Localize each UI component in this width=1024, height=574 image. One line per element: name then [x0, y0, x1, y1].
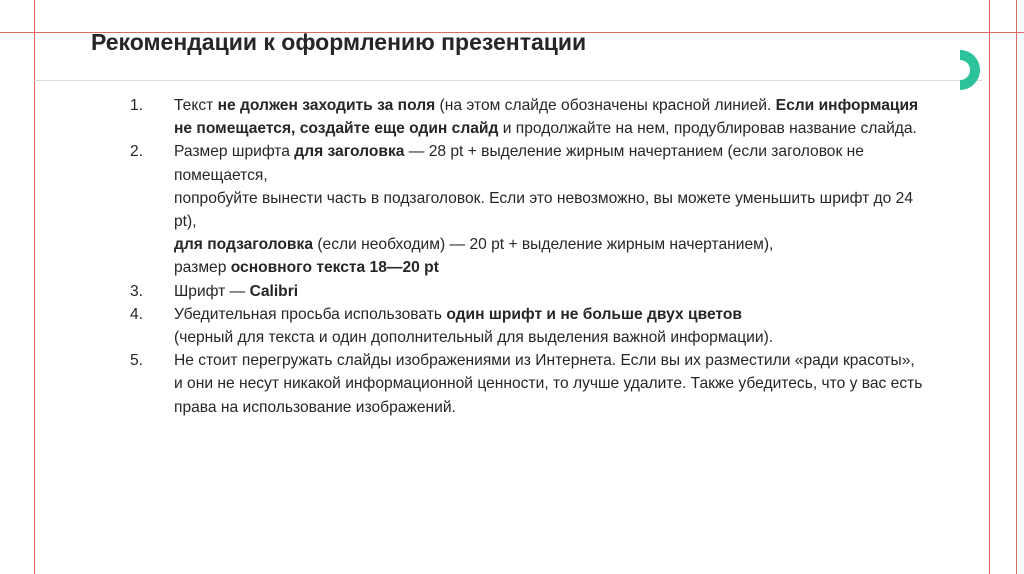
text-segment: pt), [174, 213, 197, 231]
text-line [174, 210, 1015, 233]
text-line [174, 94, 1015, 117]
bold-text-segment: не должен заходить за поля [217, 97, 436, 114]
list-item [130, 280, 1015, 303]
text-line [174, 326, 1015, 349]
text-line [174, 187, 1015, 210]
left-margin-guide-line [34, 0, 35, 574]
text-line [174, 164, 1015, 187]
list-item-text [174, 349, 1015, 419]
text-segment: (черный для текста и один дополнительный для выделения важной информации). [174, 329, 774, 347]
bold-text-segment: один шрифт и не больше двух цветов [446, 305, 742, 323]
text-segment: (если необходим) — 20 pt + выделение жирным начертанием), [313, 236, 774, 254]
list-item-text [174, 303, 1015, 349]
bold-text-segment: Calibri [249, 282, 299, 300]
list-item-text [174, 280, 1015, 303]
text-segment: и продолжайте на нем, продублировав название слайда. [498, 120, 917, 138]
list-item-number: 1. [130, 97, 144, 114]
teal-half-circle-logo-icon [958, 48, 980, 92]
list-item-number: 3. [130, 282, 144, 300]
text-line [174, 117, 1015, 140]
list-item-number: 5. [130, 352, 144, 370]
bold-text-segment: Если информация [775, 97, 919, 114]
list-item [130, 349, 1015, 419]
bold-text-segment: для подзаголовка [174, 236, 313, 254]
list-item [130, 94, 1015, 140]
text-segment: Размер шрифта [174, 143, 295, 161]
text-segment: попробуйте вынести часть в подзаголовок. Если это невозможно, вы можете уменьшить шрифт до 24 [174, 189, 913, 207]
text-segment: Текст [174, 97, 218, 114]
text-segment: Убедительная просьба использовать [174, 305, 447, 323]
text-segment: права на использование изображений. [174, 398, 456, 416]
text-line [174, 372, 1015, 395]
list-item-number: 2. [130, 143, 144, 161]
list-item [130, 303, 1015, 349]
list-item [130, 140, 1015, 279]
right-edge-guide-line [1016, 0, 1017, 574]
recommendations-list [130, 94, 1015, 419]
text-line [174, 256, 1015, 279]
text-segment: Шрифт — [174, 282, 250, 300]
bold-text-segment: основного текста 18—20 pt [230, 259, 439, 277]
text-segment: — 28 pt + выделение жирным начертанием (если заголовок не [404, 143, 864, 161]
list-item-text [174, 140, 1015, 279]
text-line [174, 140, 1015, 163]
header-divider [34, 80, 982, 81]
list-item-number: 4. [130, 305, 144, 323]
slide-title: Рекомендации к оформлению презентации [91, 29, 587, 55]
text-line [174, 303, 1015, 326]
text-segment: размер [174, 259, 231, 277]
text-segment: (на этом слайде обозначены красной линией. [435, 97, 776, 114]
text-segment: и они не несут никакой информационной ценности, то лучше удалите. Также убедитесь, что у вас есть [174, 375, 923, 393]
text-line [174, 233, 1015, 256]
text-segment: Не стоит перегружать слайды изображениями из Интернета. Если вы их разместили «ради красоты», [174, 352, 915, 370]
text-segment: помещается, [174, 166, 268, 184]
bold-text-segment: для заголовка [294, 143, 405, 161]
text-line [174, 396, 1015, 419]
text-line [174, 280, 1015, 303]
list-item-text [174, 94, 1015, 140]
bold-text-segment: не помещается, создайте еще один слайд [174, 120, 499, 138]
text-line [174, 349, 1015, 372]
